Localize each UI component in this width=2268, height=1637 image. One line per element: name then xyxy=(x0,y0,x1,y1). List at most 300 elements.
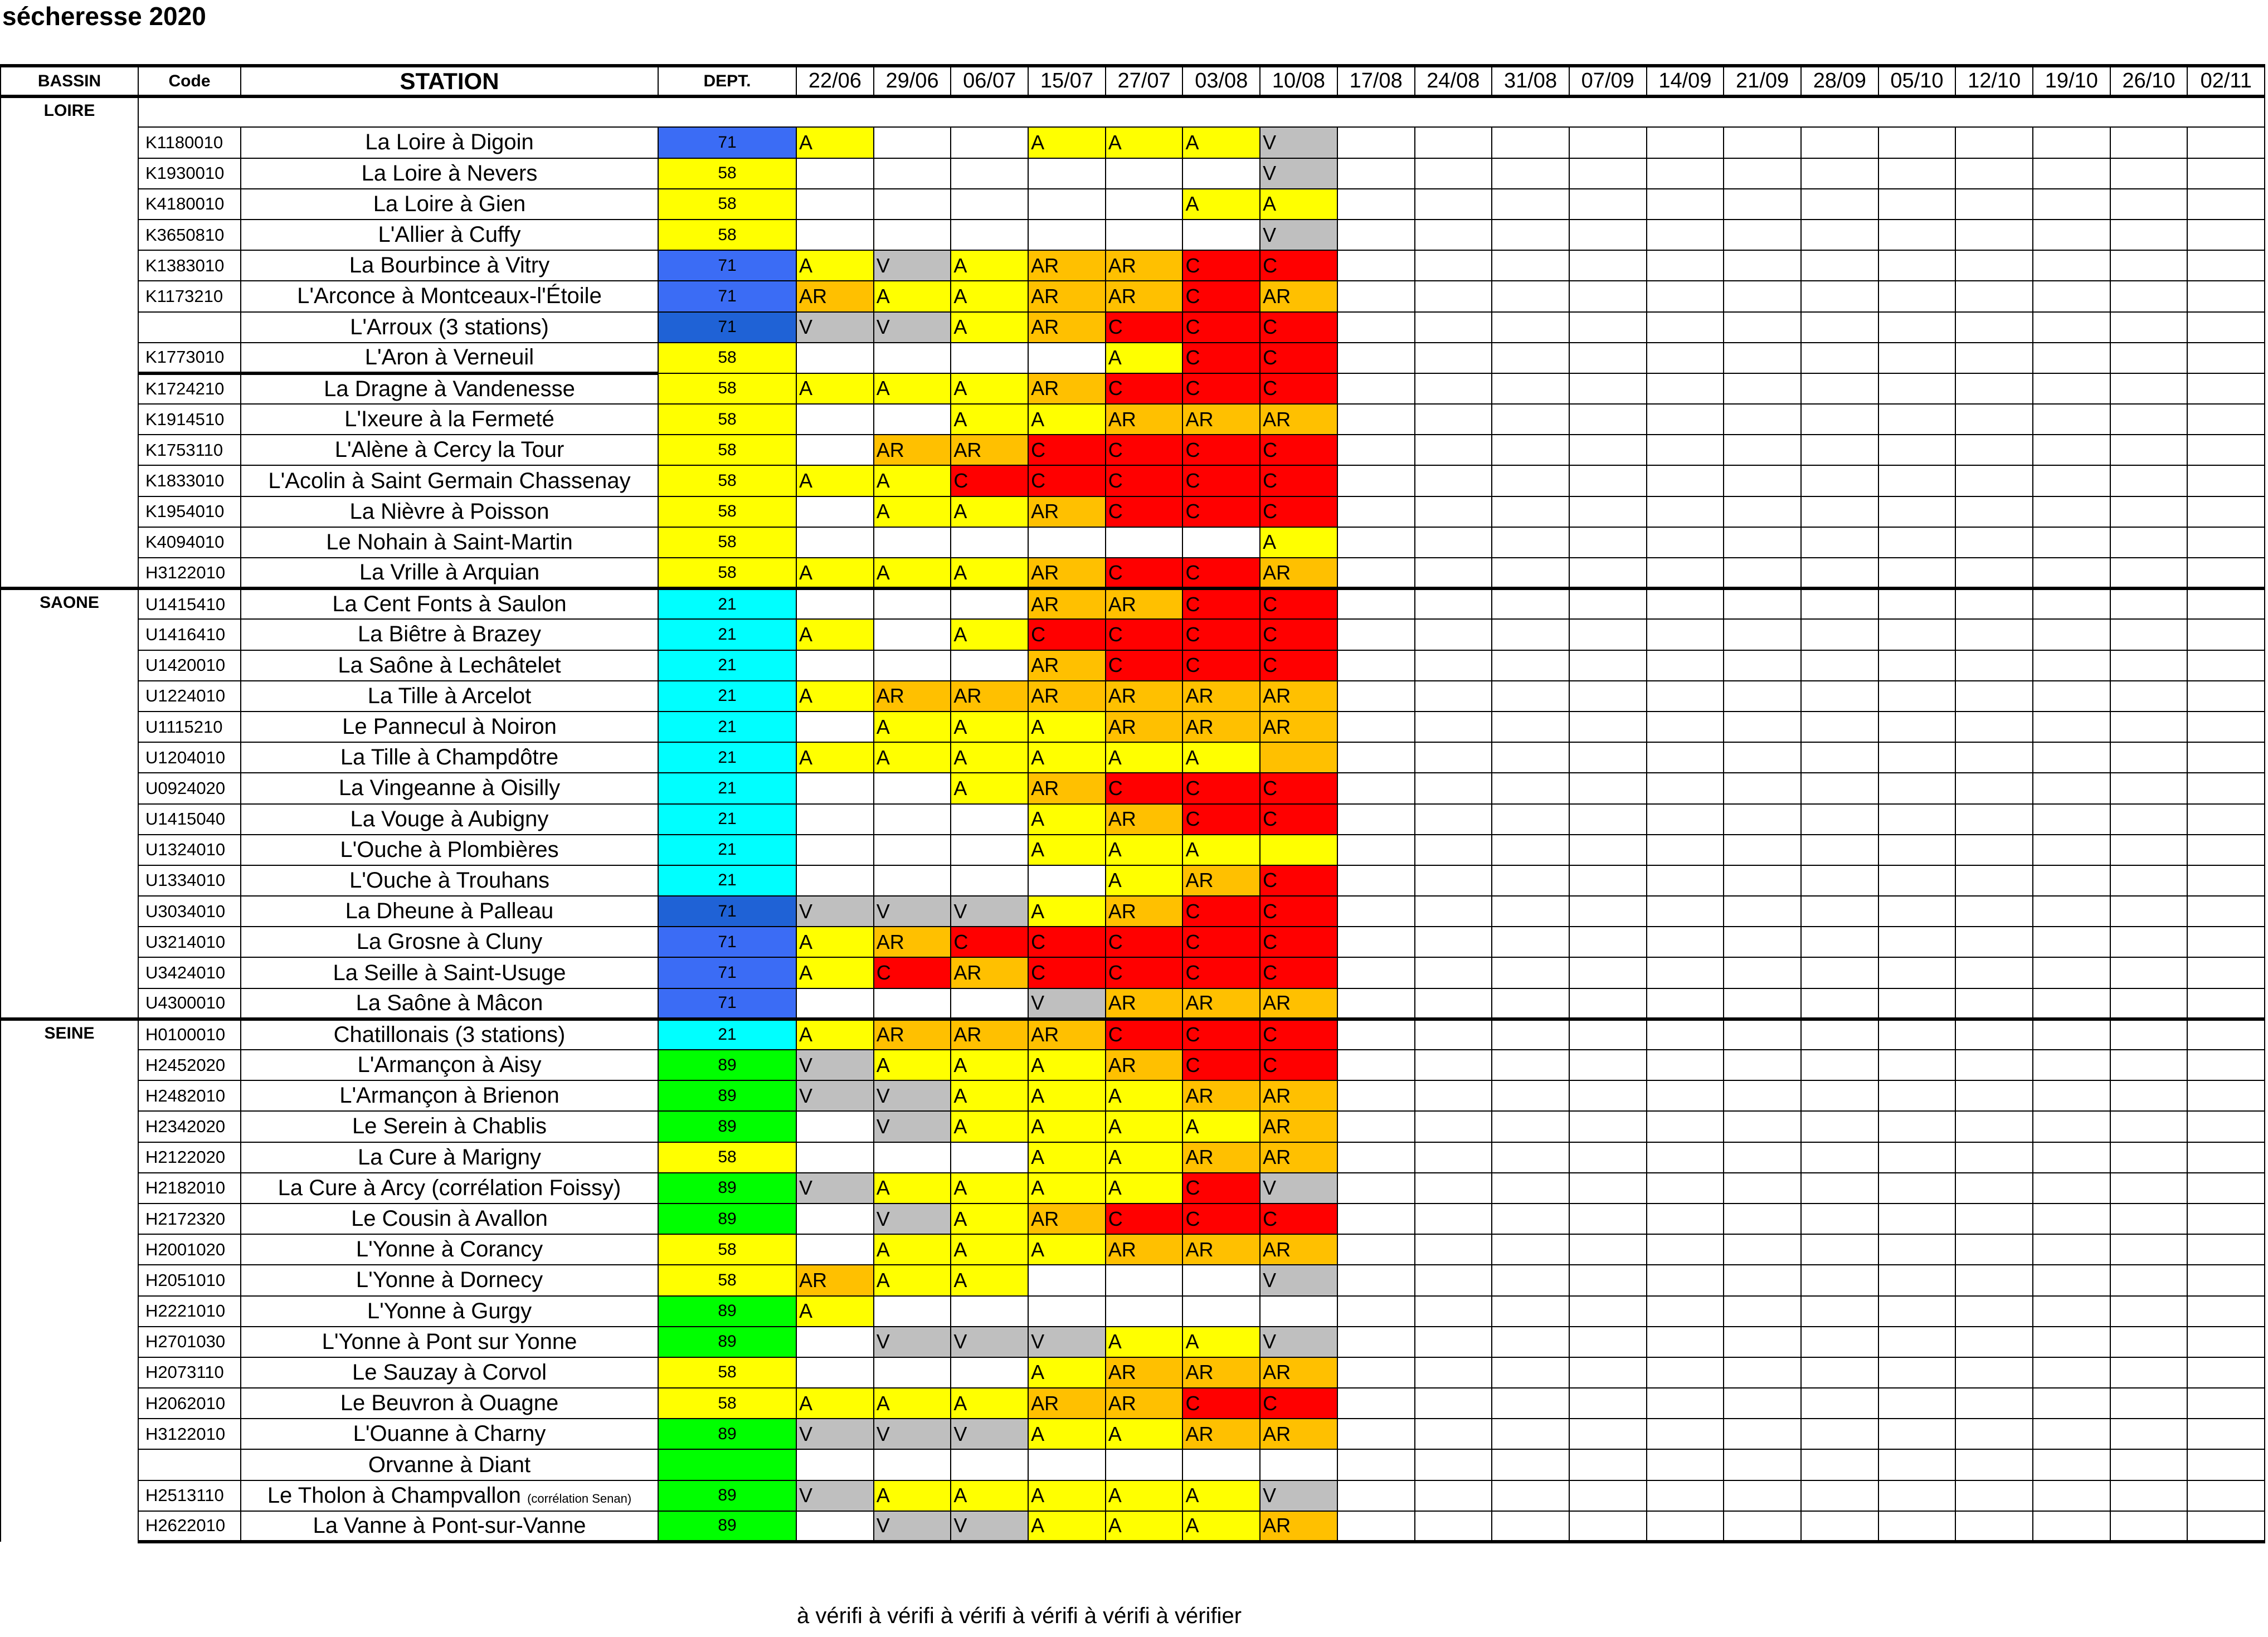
status-cell: A xyxy=(1182,1327,1260,1357)
status-cell: A xyxy=(951,742,1028,773)
status-cell xyxy=(1878,804,1956,835)
table-row xyxy=(1,804,2265,835)
status-cell xyxy=(1647,1080,1724,1111)
station-name-text: L'Ouanne à Charny xyxy=(353,1421,546,1446)
status-cell xyxy=(1647,158,1724,189)
status-cell: V xyxy=(874,250,951,281)
station-code: K1914510 xyxy=(138,404,241,435)
status-cell: C xyxy=(1182,312,1260,343)
status-cell xyxy=(1801,865,1878,896)
status-cell xyxy=(1801,158,1878,189)
status-cell: C xyxy=(1260,927,1337,957)
status-cell xyxy=(1337,404,1415,435)
header-code: Code xyxy=(138,66,241,96)
status-cell xyxy=(2187,588,2265,619)
status-cell xyxy=(874,189,951,220)
status-cell xyxy=(951,1296,1028,1327)
status-cell: A xyxy=(951,1080,1028,1111)
station-code: U3034010 xyxy=(138,896,241,927)
status-cell xyxy=(1878,957,1956,988)
status-cell xyxy=(1724,281,1801,311)
status-cell: A xyxy=(1028,712,1106,742)
status-cell: C xyxy=(1106,373,1183,404)
header-date: 07/09 xyxy=(1569,66,1647,96)
status-cell xyxy=(1647,496,1724,527)
table-row xyxy=(1,1234,2265,1265)
status-cell xyxy=(1955,1204,2033,1234)
table-row xyxy=(1,742,2265,773)
status-cell: A xyxy=(1106,1480,1183,1511)
status-cell xyxy=(1878,1357,1956,1388)
status-cell xyxy=(2110,1511,2188,1542)
table-row xyxy=(1,1388,2265,1419)
status-cell xyxy=(874,1449,951,1480)
status-cell: A xyxy=(874,281,951,311)
status-cell xyxy=(1492,1388,1569,1419)
status-cell xyxy=(1724,1019,1801,1050)
status-cell xyxy=(1878,1019,1956,1050)
status-cell xyxy=(2110,1080,2188,1111)
status-cell xyxy=(1182,158,1260,189)
station-name-text: La Bourbince à Vitry xyxy=(349,253,550,278)
status-cell xyxy=(1337,1296,1415,1327)
status-cell: A xyxy=(874,558,951,588)
station-name xyxy=(241,1327,658,1357)
status-cell: A xyxy=(874,712,951,742)
status-cell xyxy=(1647,1357,1724,1388)
station-name-text: La Vrille à Arquian xyxy=(359,560,540,585)
status-cell xyxy=(1028,189,1106,220)
status-cell xyxy=(1337,742,1415,773)
dept-cell: 21 xyxy=(658,865,796,896)
status-cell xyxy=(1801,1142,1878,1173)
status-cell xyxy=(2187,619,2265,650)
status-cell xyxy=(874,343,951,373)
table-row xyxy=(1,281,2265,311)
status-cell: A xyxy=(951,496,1028,527)
status-cell xyxy=(1647,1511,1724,1542)
status-cell xyxy=(951,1142,1028,1173)
station-name xyxy=(241,1296,658,1327)
status-cell xyxy=(951,220,1028,250)
status-cell xyxy=(1492,250,1569,281)
station-name xyxy=(241,220,658,250)
status-cell: C xyxy=(1260,619,1337,650)
status-cell: V xyxy=(1260,1173,1337,1204)
status-cell: V xyxy=(796,1050,874,1080)
status-cell xyxy=(2110,588,2188,619)
status-cell: A xyxy=(874,373,951,404)
table-row xyxy=(1,988,2265,1019)
dept-cell: 71 xyxy=(658,957,796,988)
status-cell xyxy=(1492,127,1569,158)
status-cell xyxy=(1415,1511,1492,1542)
status-cell: C xyxy=(1106,558,1183,588)
status-cell xyxy=(1647,681,1724,712)
status-cell xyxy=(1955,373,2033,404)
status-cell: C xyxy=(1182,343,1260,373)
status-cell: A xyxy=(951,1050,1028,1080)
status-cell xyxy=(1878,404,1956,435)
status-cell xyxy=(1337,681,1415,712)
station-name-text: L'Armançon à Aisy xyxy=(357,1053,542,1078)
status-cell: C xyxy=(1182,773,1260,803)
station-code xyxy=(138,312,241,343)
status-cell xyxy=(1878,896,1956,927)
status-cell xyxy=(1492,465,1569,496)
status-cell xyxy=(2033,712,2110,742)
status-cell xyxy=(1569,404,1647,435)
station-name-text: La Cure à Arcy (corrélation Foissy) xyxy=(278,1175,621,1200)
status-cell xyxy=(1569,1449,1647,1480)
status-cell: C xyxy=(1028,619,1106,650)
status-cell xyxy=(1955,1357,2033,1388)
dept-cell: 89 xyxy=(658,1511,796,1542)
table-row xyxy=(1,1019,2265,1050)
status-cell xyxy=(2187,1265,2265,1295)
status-cell xyxy=(1569,1204,1647,1234)
station-name xyxy=(241,865,658,896)
status-cell: AR xyxy=(1106,250,1183,281)
station-name-text: La Cure à Marigny xyxy=(357,1144,542,1170)
status-cell xyxy=(2187,681,2265,712)
status-cell xyxy=(1724,189,1801,220)
table-row xyxy=(1,435,2265,465)
status-cell xyxy=(874,619,951,650)
station-name xyxy=(241,1050,658,1080)
status-cell: AR xyxy=(1182,1357,1260,1388)
status-cell xyxy=(1569,312,1647,343)
status-cell xyxy=(2033,1019,2110,1050)
status-cell xyxy=(1028,1265,1106,1295)
status-cell: C xyxy=(1182,650,1260,681)
status-cell xyxy=(1955,742,2033,773)
status-cell xyxy=(1569,1142,1647,1173)
status-cell xyxy=(1337,312,1415,343)
status-cell: A xyxy=(951,1111,1028,1142)
status-cell: A xyxy=(796,558,874,588)
status-cell xyxy=(2187,773,2265,803)
status-cell xyxy=(2187,1480,2265,1511)
status-cell xyxy=(1724,1449,1801,1480)
status-cell: AR xyxy=(951,1019,1028,1050)
status-cell xyxy=(1415,465,1492,496)
status-cell xyxy=(1028,220,1106,250)
status-cell: AR xyxy=(1106,712,1183,742)
status-cell xyxy=(2033,343,2110,373)
status-cell xyxy=(2187,927,2265,957)
status-cell xyxy=(1569,558,1647,588)
header-date: 31/08 xyxy=(1492,66,1569,96)
status-cell xyxy=(1415,1419,1492,1449)
status-cell: C xyxy=(1182,1388,1260,1419)
header-date: 22/06 xyxy=(796,66,874,96)
status-cell: A xyxy=(796,127,874,158)
status-cell xyxy=(1724,712,1801,742)
status-cell xyxy=(1337,1357,1415,1388)
status-cell xyxy=(1647,865,1724,896)
status-cell xyxy=(1569,619,1647,650)
status-cell xyxy=(1955,1050,2033,1080)
table-row xyxy=(1,1480,2265,1511)
status-cell xyxy=(1647,619,1724,650)
status-cell: C xyxy=(1106,619,1183,650)
status-cell: A xyxy=(951,1480,1028,1511)
station-name xyxy=(241,1265,658,1295)
dept-cell: 58 xyxy=(658,1142,796,1173)
status-cell xyxy=(1801,127,1878,158)
status-cell xyxy=(874,835,951,865)
station-name xyxy=(241,373,658,404)
status-cell xyxy=(1415,1480,1492,1511)
status-cell xyxy=(1955,1173,2033,1204)
status-cell xyxy=(2110,158,2188,189)
status-cell: A xyxy=(951,773,1028,803)
status-cell: A xyxy=(1182,189,1260,220)
status-cell xyxy=(1492,558,1569,588)
status-cell xyxy=(1569,281,1647,311)
status-cell xyxy=(1492,1419,1569,1449)
station-code: H2062010 xyxy=(138,1388,241,1419)
status-cell xyxy=(1955,1019,2033,1050)
status-cell xyxy=(1724,1142,1801,1173)
station-code: K1930010 xyxy=(138,158,241,189)
status-cell xyxy=(1415,1204,1492,1234)
status-cell xyxy=(1647,1419,1724,1449)
status-cell xyxy=(1337,865,1415,896)
status-cell xyxy=(1569,1511,1647,1542)
status-cell xyxy=(1492,712,1569,742)
status-cell xyxy=(1337,189,1415,220)
status-cell xyxy=(2033,435,2110,465)
status-cell xyxy=(1955,896,2033,927)
status-cell: AR xyxy=(1028,773,1106,803)
status-cell xyxy=(1028,1449,1106,1480)
status-cell xyxy=(2187,158,2265,189)
status-cell xyxy=(951,588,1028,619)
status-cell xyxy=(2187,281,2265,311)
status-cell xyxy=(1337,1265,1415,1295)
status-cell: AR xyxy=(1106,1388,1183,1419)
status-cell xyxy=(2033,1173,2110,1204)
station-code: H2122020 xyxy=(138,1142,241,1173)
status-cell: A xyxy=(796,465,874,496)
status-cell xyxy=(1878,1296,1956,1327)
status-cell xyxy=(1724,681,1801,712)
station-name xyxy=(241,773,658,803)
status-cell xyxy=(1647,712,1724,742)
station-name xyxy=(241,650,658,681)
dept-cell: 71 xyxy=(658,127,796,158)
status-cell xyxy=(1955,1296,2033,1327)
dept-cell: 71 xyxy=(658,250,796,281)
status-cell: V xyxy=(1260,220,1337,250)
status-cell xyxy=(1569,957,1647,988)
status-cell: A xyxy=(951,1388,1028,1419)
status-cell xyxy=(1415,1234,1492,1265)
status-cell xyxy=(2187,1234,2265,1265)
status-cell xyxy=(1569,189,1647,220)
status-cell xyxy=(2187,742,2265,773)
station-name-text: Le Tholon à Champvallon xyxy=(267,1483,521,1508)
status-cell xyxy=(2033,1449,2110,1480)
status-cell: V xyxy=(951,1511,1028,1542)
station-name-text: L'Aron à Verneuil xyxy=(364,344,534,369)
station-code: U0924020 xyxy=(138,773,241,803)
station-code: H2221010 xyxy=(138,1296,241,1327)
status-cell xyxy=(1415,1357,1492,1388)
status-cell xyxy=(1955,404,2033,435)
status-cell xyxy=(1415,650,1492,681)
dept-cell: 89 xyxy=(658,1111,796,1142)
status-cell xyxy=(1337,588,1415,619)
status-cell xyxy=(1724,465,1801,496)
status-cell xyxy=(1337,804,1415,835)
status-cell xyxy=(796,835,874,865)
status-cell xyxy=(1569,1234,1647,1265)
status-cell xyxy=(1724,435,1801,465)
table-row xyxy=(1,835,2265,865)
station-name-text: L'Yonne à Pont sur Yonne xyxy=(322,1329,577,1354)
status-cell xyxy=(1415,988,1492,1019)
status-cell xyxy=(796,588,874,619)
status-cell xyxy=(1801,1050,1878,1080)
status-cell: AR xyxy=(1260,712,1337,742)
status-cell xyxy=(1647,896,1724,927)
station-code: H0100010 xyxy=(138,1019,241,1050)
table-row xyxy=(1,96,2265,127)
status-cell: AR xyxy=(1106,1357,1183,1388)
station-code: H2482010 xyxy=(138,1080,241,1111)
station-name xyxy=(241,435,658,465)
status-cell xyxy=(1878,835,1956,865)
station-name xyxy=(241,250,658,281)
status-cell xyxy=(2187,835,2265,865)
status-cell: C xyxy=(1028,957,1106,988)
status-cell xyxy=(1724,1357,1801,1388)
status-cell xyxy=(2033,1357,2110,1388)
status-cell xyxy=(1492,681,1569,712)
station-code: H2622010 xyxy=(138,1511,241,1542)
status-cell: AR xyxy=(1260,988,1337,1019)
status-cell xyxy=(2033,773,2110,803)
status-cell: C xyxy=(1260,865,1337,896)
status-cell: AR xyxy=(1028,681,1106,712)
status-cell xyxy=(1955,835,2033,865)
status-cell xyxy=(1878,1265,1956,1295)
status-cell: V xyxy=(1260,158,1337,189)
dept-cell: 58 xyxy=(658,1234,796,1265)
status-cell xyxy=(874,804,951,835)
status-cell xyxy=(2187,1388,2265,1419)
status-cell xyxy=(1955,558,2033,588)
status-cell xyxy=(2187,465,2265,496)
status-cell xyxy=(1106,189,1183,220)
station-name xyxy=(241,1480,658,1511)
status-cell xyxy=(1492,220,1569,250)
status-cell xyxy=(1415,742,1492,773)
status-cell xyxy=(1801,1388,1878,1419)
status-cell xyxy=(2187,1019,2265,1050)
status-cell xyxy=(1028,158,1106,189)
station-name-text: L'Yonne à Dornecy xyxy=(356,1268,543,1293)
status-cell: A xyxy=(874,1234,951,1265)
status-cell: C xyxy=(1106,773,1183,803)
station-name-text: L'Ouche à Plombières xyxy=(340,837,559,862)
status-cell xyxy=(1724,1234,1801,1265)
header-date: 12/10 xyxy=(1955,66,2033,96)
status-cell xyxy=(1492,435,1569,465)
station-code: K1173210 xyxy=(138,281,241,311)
status-cell xyxy=(1724,312,1801,343)
status-cell: C xyxy=(1260,1050,1337,1080)
table-row xyxy=(1,1327,2265,1357)
station-name xyxy=(241,1080,658,1111)
station-code: K1724210 xyxy=(138,373,241,404)
status-cell xyxy=(1724,588,1801,619)
status-cell xyxy=(1878,281,1956,311)
status-cell xyxy=(2110,1173,2188,1204)
status-cell xyxy=(1801,927,1878,957)
status-cell xyxy=(1801,250,1878,281)
status-cell: C xyxy=(1182,588,1260,619)
status-cell xyxy=(1106,1265,1183,1295)
station-name-text: L'Alène à Cercy la Tour xyxy=(334,437,564,462)
station-name xyxy=(241,1449,658,1480)
status-cell: AR xyxy=(1106,1050,1183,1080)
status-cell xyxy=(1955,1388,2033,1419)
station-name xyxy=(241,1173,658,1204)
status-cell: AR xyxy=(1260,281,1337,311)
station-code: K1954010 xyxy=(138,496,241,527)
status-cell xyxy=(1724,650,1801,681)
status-cell: AR xyxy=(1028,588,1106,619)
table-row xyxy=(1,896,2265,927)
status-cell xyxy=(1878,681,1956,712)
status-cell xyxy=(1724,1419,1801,1449)
status-cell xyxy=(2187,312,2265,343)
status-cell xyxy=(1337,1019,1415,1050)
status-cell: C xyxy=(1260,1388,1337,1419)
status-cell xyxy=(796,1142,874,1173)
status-cell xyxy=(1647,1327,1724,1357)
status-cell xyxy=(796,988,874,1019)
status-cell xyxy=(1492,742,1569,773)
status-cell xyxy=(1569,681,1647,712)
status-cell xyxy=(1724,1204,1801,1234)
dept-cell: 89 xyxy=(658,1327,796,1357)
status-cell: C xyxy=(1106,1204,1183,1234)
status-cell xyxy=(2187,1327,2265,1357)
status-cell xyxy=(2110,804,2188,835)
status-cell xyxy=(1492,158,1569,189)
status-cell xyxy=(1878,1511,1956,1542)
status-cell xyxy=(2033,1296,2110,1327)
station-name-text: La Saône à Lechâtelet xyxy=(338,652,561,678)
status-cell xyxy=(1569,835,1647,865)
status-cell: A xyxy=(796,373,874,404)
status-cell xyxy=(1492,404,1569,435)
station-name-text: La Dheune à Palleau xyxy=(345,899,554,924)
status-cell xyxy=(1955,988,2033,1019)
status-cell xyxy=(1878,465,1956,496)
status-cell xyxy=(2110,650,2188,681)
status-cell: AR xyxy=(874,927,951,957)
station-code: H2051010 xyxy=(138,1265,241,1295)
status-cell xyxy=(2110,189,2188,220)
status-cell xyxy=(2110,1050,2188,1080)
header-date: 27/07 xyxy=(1106,66,1183,96)
